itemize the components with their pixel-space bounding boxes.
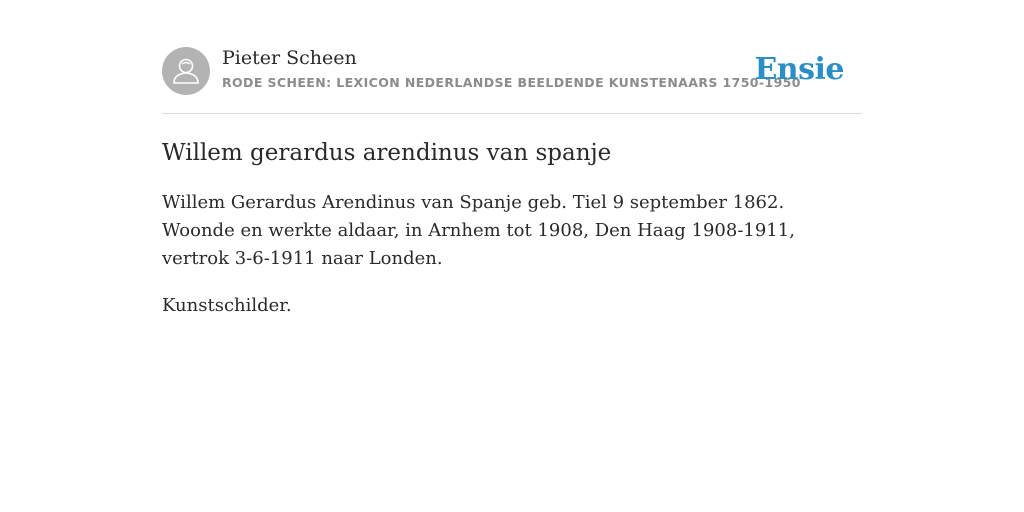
author-avatar[interactable] <box>162 47 210 95</box>
brand-logo[interactable]: Ensie <box>754 52 844 87</box>
source-label[interactable]: RODE SCHEEN: LEXICON NEDERLANDSE BEELDENDE KUNSTENAARS 1750-1950 <box>222 75 801 90</box>
user-silhouette-icon <box>162 47 210 95</box>
article-header <box>162 46 862 114</box>
article-paragraph: Kunstschilder. <box>162 295 292 316</box>
page <box>162 0 862 320</box>
article-title: Willem gerardus arendinus van spanje <box>162 140 612 166</box>
article-paragraph: Willem Gerardus Arendinus van Spanje geb. Tiel 9 september 1862. Woonde en werkte aldaar, in Arnhem tot 1908, Den Haag 1908-1911, vertrok 3-6-1911 naar Londen. <box>162 192 795 269</box>
author-name[interactable]: Pieter Scheen <box>222 47 357 69</box>
